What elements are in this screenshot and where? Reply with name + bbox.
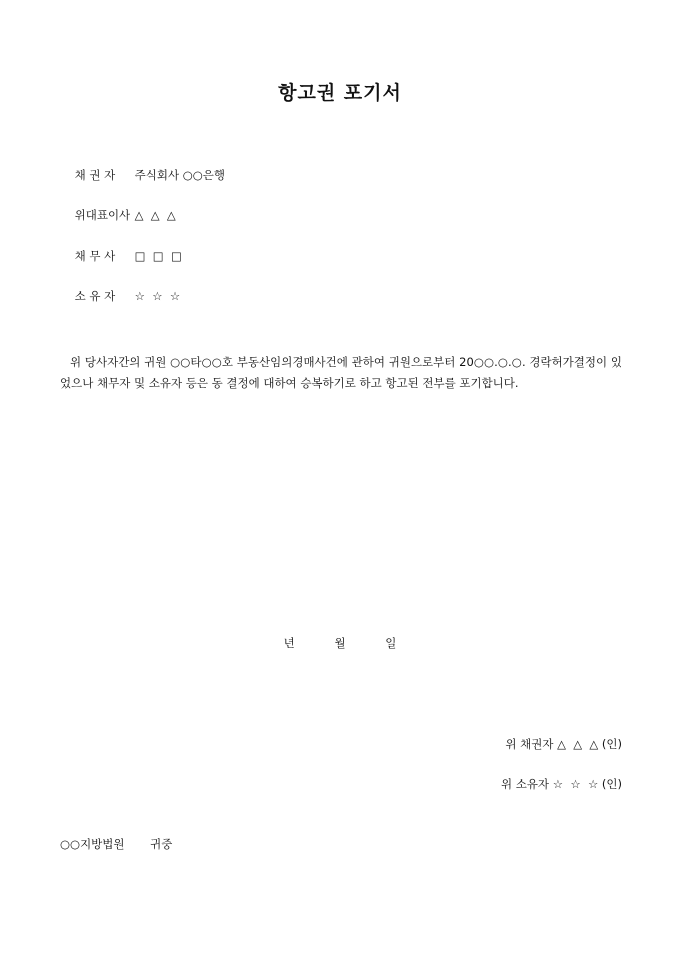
party-value: △ △ △ (134, 208, 176, 222)
party-creditor (60, 153, 225, 197)
date-year: 년 (283, 636, 295, 650)
party-label: 소 유 자 (74, 289, 116, 303)
court-addressee: ○○지방법원 귀중 (60, 837, 173, 851)
date-month: 월 (334, 636, 346, 650)
date-day: 일 (385, 636, 397, 650)
party-debtor (60, 234, 182, 278)
party-value: ☆ ☆ ☆ (134, 289, 181, 303)
document-title: 항고권 포기서 (278, 82, 402, 104)
document-body: 위 당사자간의 귀원 ○○타○○호 부동산임의경매사건에 관하여 귀원으로부터 20○○.○.○. 경락허가결정이 있었으나 채무자 및 소유자 등은 동 결정에 대하여 승복하기로 하고 항고된 전부를 포기합니다. (60, 355, 622, 390)
party-representative (60, 193, 176, 237)
date-line (0, 635, 680, 651)
party-label: 채 무 사 (74, 249, 116, 263)
party-value: 주식회사 ○○은행 (134, 168, 226, 182)
party-label: 위대표이사 (74, 208, 131, 222)
signature-creditor: 위 채권자 △ △ △ (인) (505, 737, 622, 751)
party-value: □ □ □ (134, 249, 182, 263)
party-owner (60, 274, 180, 318)
signature-owner: 위 소유자 ☆ ☆ ☆ (인) (500, 777, 622, 791)
party-label: 채 권 자 (74, 168, 116, 182)
